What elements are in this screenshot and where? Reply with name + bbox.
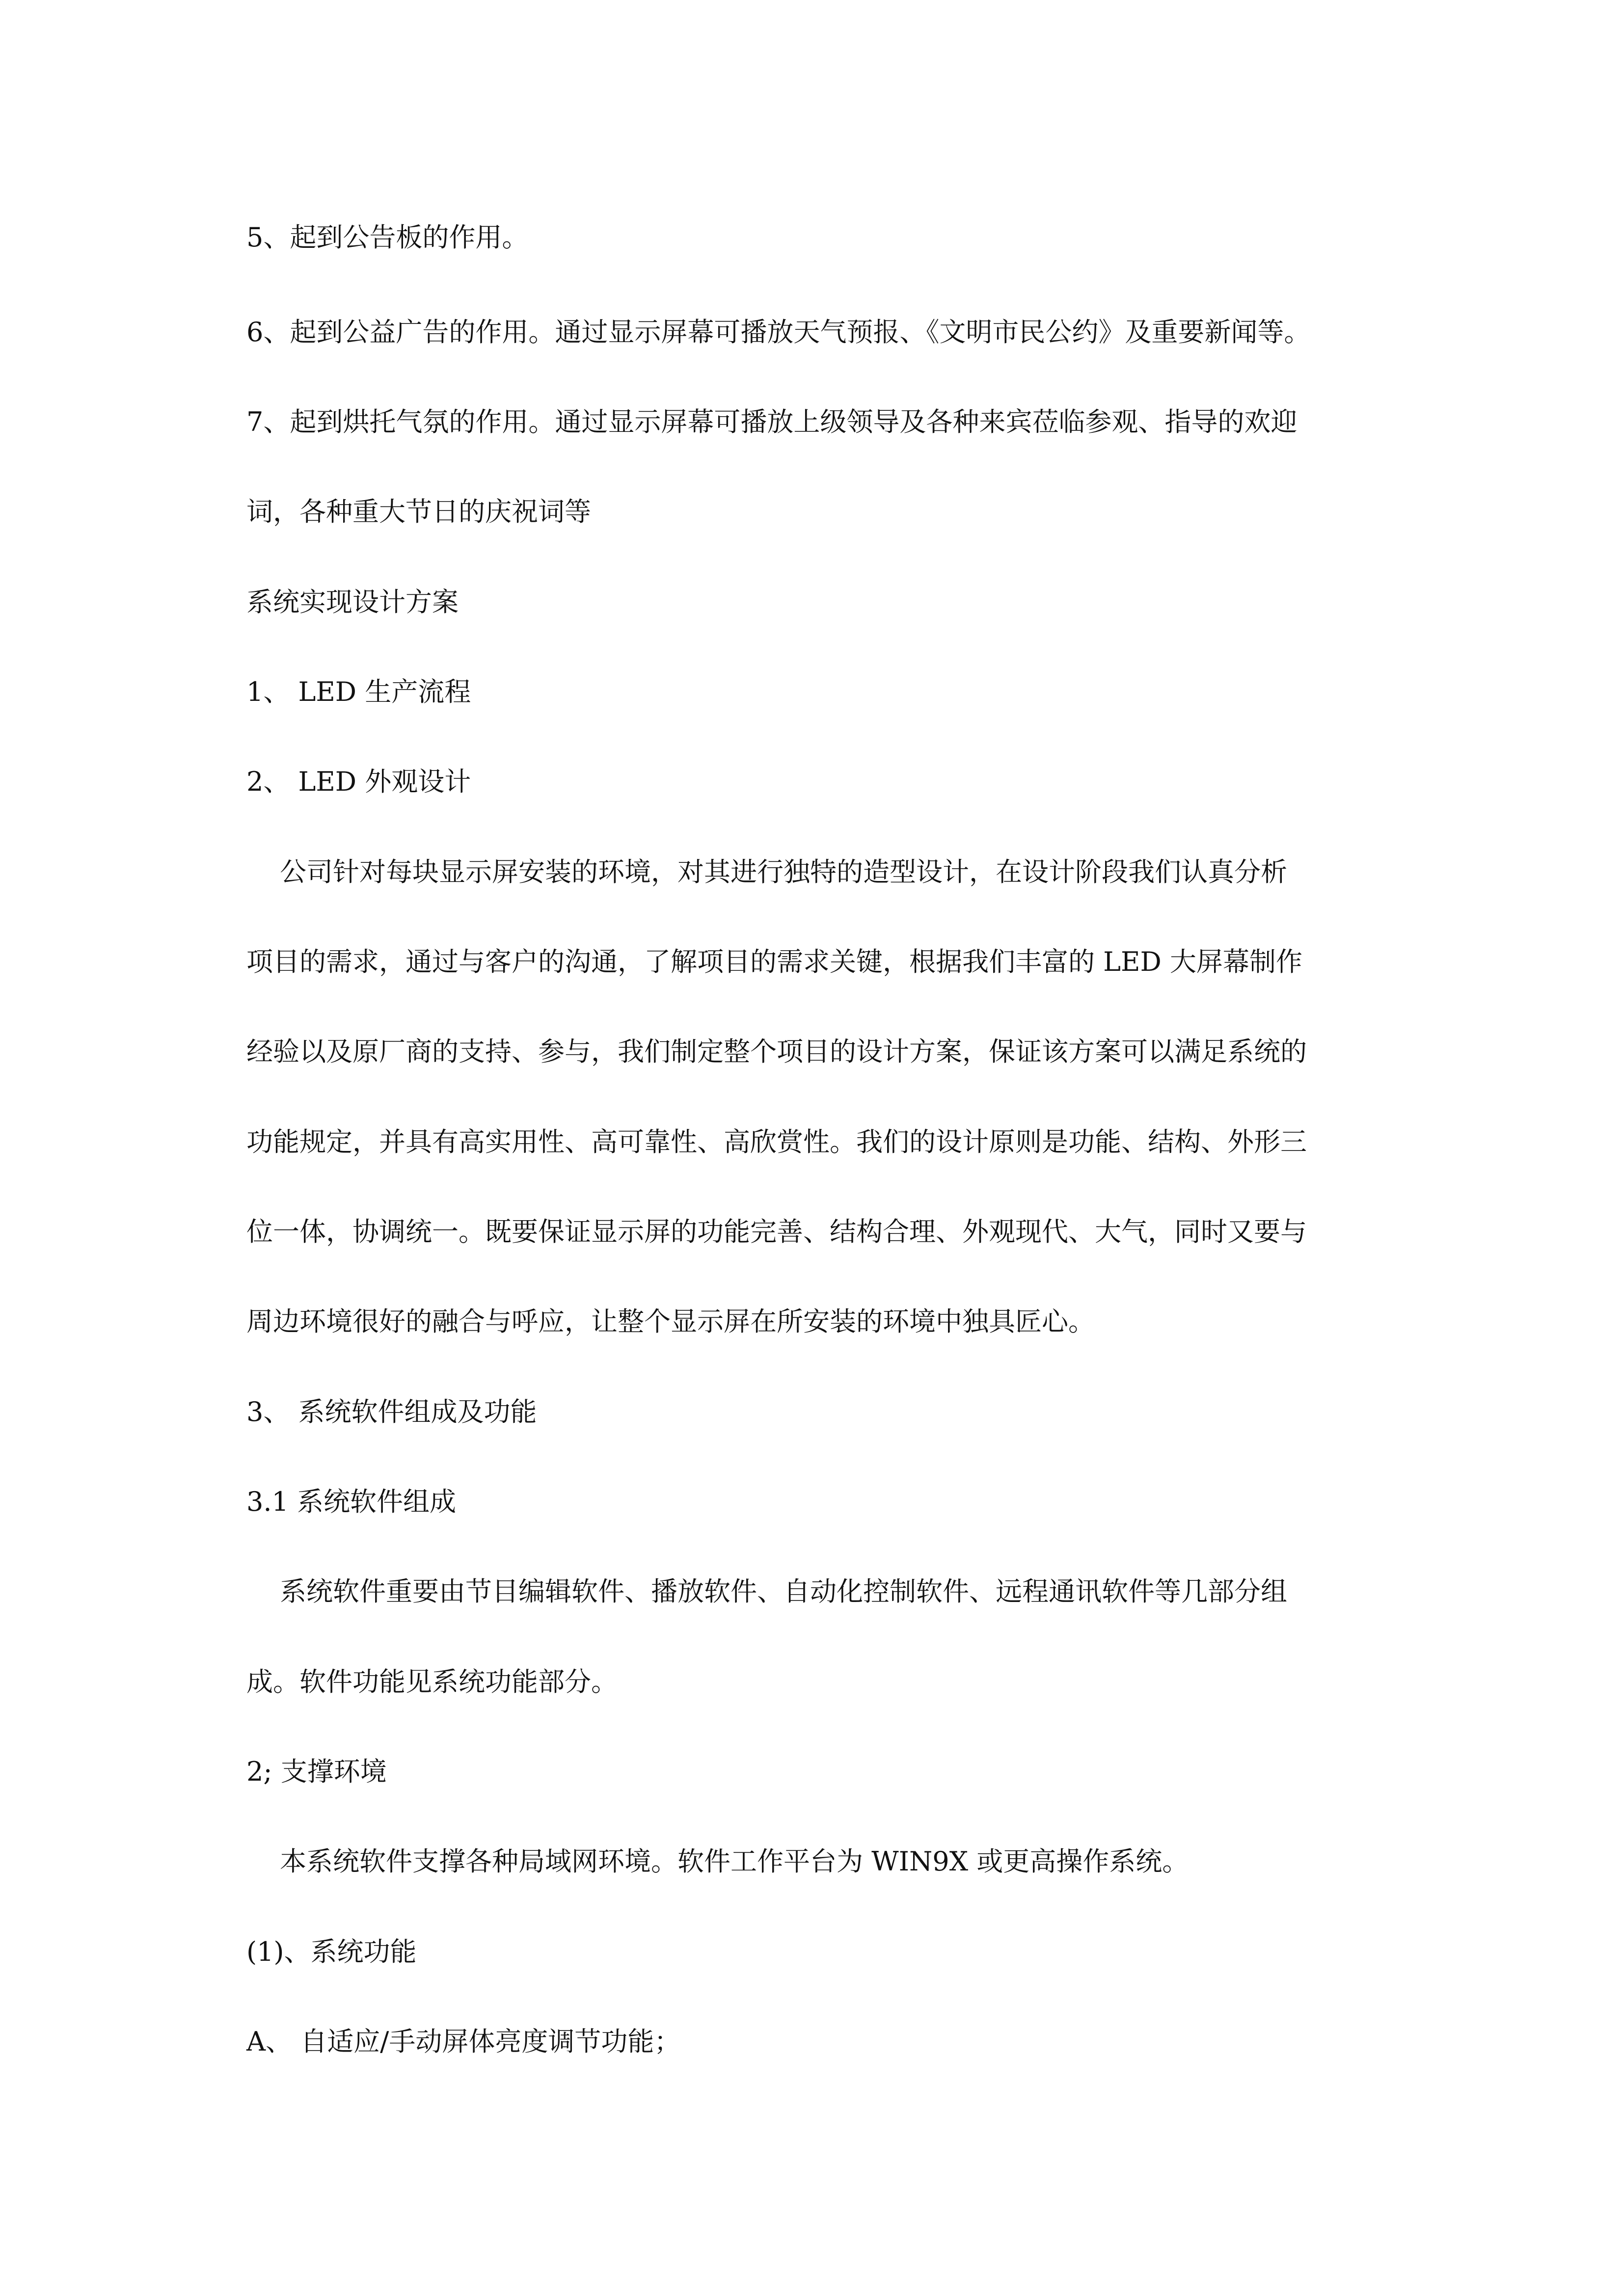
list-item: 2、 LED 外观设计 xyxy=(246,766,471,797)
subsection-heading: (1)、系统功能 xyxy=(246,1936,417,1967)
paragraph-line: 位一体，协调统一。既要保证显示屏的功能完善、结构合理、外观现代、大气，同时又要与 xyxy=(246,1216,1307,1247)
text-line: 6、起到公益广告的作用。通过显示屏幕可播放天气预报、《文明市民公约》及重要新闻等。 xyxy=(246,317,1311,347)
list-item: 1、 LED 生产流程 xyxy=(246,676,471,707)
subsection-heading: 2; 支撑环境 xyxy=(246,1756,387,1787)
paragraph-line: 本系统软件支撑各种局域网环境。软件工作平台为 WIN9X 或更高操作系统。 xyxy=(280,1846,1189,1877)
text-line: 5、起到公告板的作用。 xyxy=(246,222,529,253)
list-item: A、 自适应/手动屏体亮度调节功能； xyxy=(246,2026,681,2057)
subsection-heading: 3.1 系统软件组成 xyxy=(246,1486,457,1517)
paragraph-line: 公司针对每块显示屏安装的环境，对其进行独特的造型设计，在设计阶段我们认真分析 xyxy=(280,856,1287,887)
text-line: 7、起到烘托气氛的作用。通过显示屏幕可播放上级领导及各种来宾莅临参观、指导的欢迎 xyxy=(246,406,1298,437)
paragraph-line: 项目的需求，通过与客户的沟通，了解项目的需求关键，根据我们丰富的 LED 大屏幕制作 xyxy=(246,946,1302,977)
paragraph-line: 周边环境很好的融合与呼应，让整个显示屏在所安装的环境中独具匠心。 xyxy=(246,1306,1095,1337)
list-item: 3、 系统软件组成及功能 xyxy=(246,1396,537,1427)
paragraph-line: 系统软件重要由节目编辑软件、播放软件、自动化控制软件、远程通讯软件等几部分组 xyxy=(280,1576,1287,1607)
paragraph-line: 经验以及原厂商的支持、参与，我们制定整个项目的设计方案，保证该方案可以满足系统的 xyxy=(246,1036,1307,1067)
section-heading: 系统实现设计方案 xyxy=(246,587,459,617)
text-line: 词，各种重大节日的庆祝词等 xyxy=(246,496,591,527)
paragraph-line: 成。软件功能见系统功能部分。 xyxy=(246,1666,618,1697)
paragraph-line: 功能规定，并具有高实用性、高可靠性、高欣赏性。我们的设计原则是功能、结构、外形三 xyxy=(246,1126,1307,1157)
